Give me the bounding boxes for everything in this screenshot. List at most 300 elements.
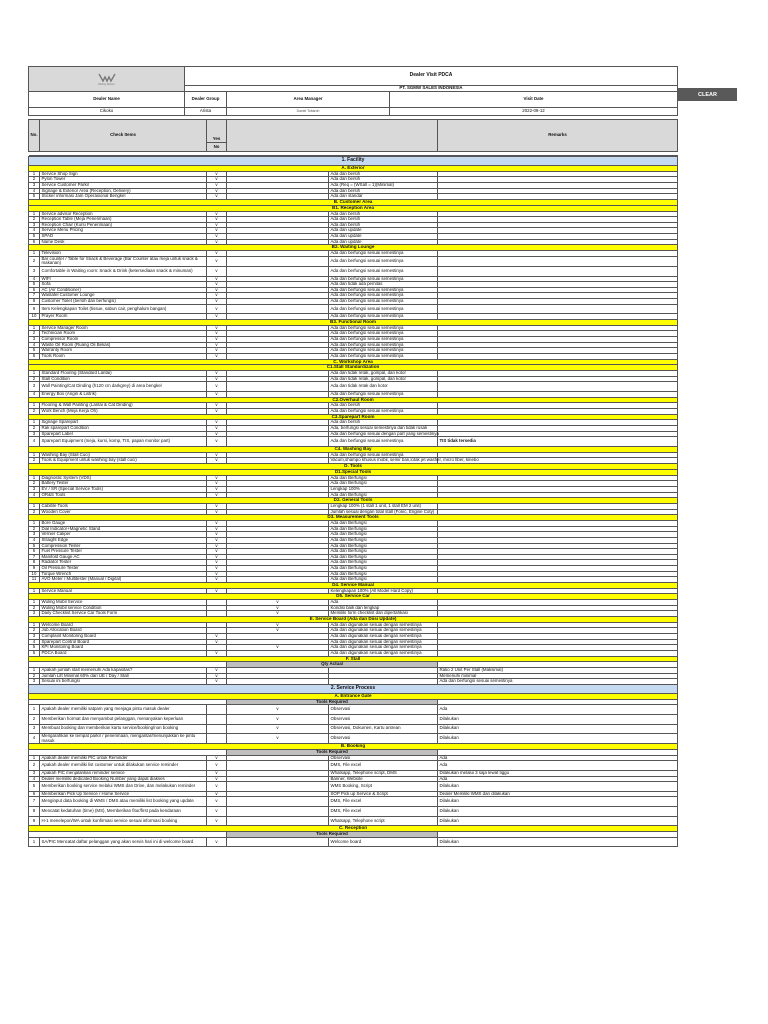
remarks-cell[interactable]: Dilakukan bbox=[438, 797, 678, 807]
yes-check-cell[interactable]: v bbox=[207, 391, 227, 397]
subsection-title: B. Booking bbox=[29, 744, 678, 750]
row-number: 1 bbox=[29, 755, 40, 761]
check-item-label: Service Shop Sign bbox=[40, 171, 207, 177]
observation-note[interactable]: Jumlah sesuai dengan total stall (Fonic, Engine Coty) bbox=[329, 509, 438, 515]
observation-note[interactable]: Ada dan berfungsi sesuai semestinya bbox=[329, 325, 438, 331]
subsection-title: C1.Stall Standardization bbox=[29, 365, 678, 371]
remarks-cell[interactable]: Dealer Memiliki WMS dan dilakukan bbox=[438, 791, 678, 797]
no-check-cell[interactable] bbox=[227, 782, 329, 792]
check-item-label: Sparepart Control Board bbox=[40, 639, 207, 645]
yes-check-cell[interactable]: v bbox=[207, 588, 227, 594]
observation-note[interactable]: Ada dan digunakan sesuai dengan semestinya bbox=[329, 628, 438, 634]
section-title: 1. Facility bbox=[29, 157, 678, 166]
remarks-cell[interactable]: Dilakukan bbox=[438, 714, 678, 724]
check-item-label: Dial Indicator+Magnetic Stand bbox=[40, 526, 207, 532]
no-check-cell[interactable] bbox=[227, 382, 329, 392]
observation-note[interactable]: Ada dan berfungsi sesuai semestinya bbox=[329, 409, 438, 415]
row-number: 1 bbox=[29, 668, 40, 674]
yes-check-cell[interactable]: v bbox=[207, 543, 227, 549]
observation-note[interactable]: Ada dan digunakan sesuai dengan semestinya bbox=[329, 650, 438, 656]
remarks-cell[interactable]: Dilakukan bbox=[438, 724, 678, 734]
row-number: 11 bbox=[29, 577, 40, 583]
observation-note[interactable]: Ada dan berfungsi sesuai semestinya bbox=[329, 391, 438, 397]
yes-check-cell[interactable]: v bbox=[207, 337, 227, 343]
row-number: 1 bbox=[29, 622, 40, 628]
observation-note[interactable]: Ada dan berfungsi sesuai semestinya bbox=[329, 342, 438, 348]
yes-check-cell[interactable]: v bbox=[207, 325, 227, 331]
check-item-label: Oil Pressure Tester bbox=[40, 566, 207, 572]
no-check-cell[interactable] bbox=[227, 304, 329, 314]
yes-check-cell[interactable] bbox=[207, 724, 227, 734]
no-check-cell[interactable] bbox=[227, 807, 329, 817]
yes-check-cell[interactable]: v bbox=[207, 492, 227, 498]
observation-note[interactable]: Ada dan bersih bbox=[329, 403, 438, 409]
remarks-cell[interactable]: Ada bbox=[438, 761, 678, 771]
row-number: 1 bbox=[29, 452, 40, 458]
yes-check-cell[interactable]: v bbox=[207, 382, 227, 392]
yes-check-cell[interactable]: v bbox=[207, 521, 227, 527]
yes-check-cell[interactable]: v bbox=[207, 287, 227, 293]
section-title: 2. Service Process bbox=[29, 684, 678, 693]
observation-note[interactable]: Ada dan berfungsi sesuai semestinya bbox=[329, 276, 438, 282]
yes-check-cell[interactable]: v bbox=[207, 797, 227, 807]
visit-date-value[interactable]: 2022-09-12 bbox=[390, 108, 678, 116]
row-number: 5 bbox=[29, 543, 40, 549]
yes-check-cell[interactable]: v bbox=[207, 239, 227, 245]
yes-check-cell[interactable]: v bbox=[207, 314, 227, 320]
check-item-label: Tools & Equipment untuk washing bay (stall cuci) bbox=[40, 458, 207, 464]
row-number: 3 bbox=[29, 724, 40, 734]
yes-check-cell[interactable]: v bbox=[207, 776, 227, 782]
observation-note[interactable]: Observasi bbox=[329, 705, 438, 715]
no-check-cell[interactable]: v bbox=[227, 611, 329, 617]
row-number: 2 bbox=[29, 526, 40, 532]
observation-note[interactable]: Ada dan Berfungsi bbox=[329, 526, 438, 532]
observation-note[interactable]: Observasi bbox=[329, 714, 438, 724]
tools-required-header: Tools Required bbox=[227, 832, 438, 838]
yes-check-cell[interactable]: v bbox=[207, 251, 227, 257]
no-check-cell[interactable] bbox=[227, 797, 329, 807]
yes-check-cell[interactable]: v bbox=[207, 755, 227, 761]
observation-note[interactable]: Ada dan berfungsi sesuai semestinya bbox=[329, 348, 438, 354]
table-row bbox=[29, 437, 678, 447]
row-number: 6 bbox=[29, 650, 40, 656]
observation-note[interactable]: Ada dan Berfungsi bbox=[329, 532, 438, 538]
remarks-cell[interactable]: Ada bbox=[438, 776, 678, 782]
yes-check-cell[interactable]: v bbox=[207, 426, 227, 432]
yes-check-cell[interactable]: v bbox=[207, 782, 227, 792]
observation-note[interactable]: Ada dan update bbox=[329, 239, 438, 245]
row-number: 6 bbox=[29, 549, 40, 555]
row-number: 8 bbox=[29, 807, 40, 817]
header-table bbox=[28, 66, 678, 156]
yes-check-cell[interactable]: v bbox=[207, 171, 227, 177]
check-item-label: EV / SR (Special Service Tools) bbox=[40, 486, 207, 492]
no-check-cell[interactable]: v bbox=[227, 724, 329, 734]
row-number: 1 bbox=[29, 171, 40, 177]
observation-note[interactable]: Ada dan digunakan sesuai dengan semestinya bbox=[329, 622, 438, 628]
observation-note[interactable]: Kondisi baik dan lengkap bbox=[329, 605, 438, 611]
check-item-label: Diagnostic System (VDS) bbox=[40, 475, 207, 481]
yes-check-cell[interactable]: v bbox=[207, 537, 227, 543]
yes-check-cell[interactable]: v bbox=[207, 403, 227, 409]
no-check-cell[interactable]: v bbox=[227, 734, 329, 744]
observation-note[interactable]: Observasi bbox=[329, 755, 438, 761]
row-number: 2 bbox=[29, 458, 40, 464]
yes-check-cell[interactable]: v bbox=[207, 342, 227, 348]
yes-check-cell[interactable]: v bbox=[207, 452, 227, 458]
row-number: 6 bbox=[29, 239, 40, 245]
observation-note[interactable]: Ada dan bersih bbox=[329, 177, 438, 183]
yes-check-cell[interactable]: v bbox=[207, 194, 227, 200]
no-check-cell[interactable]: v bbox=[227, 628, 329, 634]
table-row bbox=[29, 807, 678, 817]
check-item-label: Service Customer Parkir bbox=[40, 183, 207, 189]
yes-check-cell[interactable]: v bbox=[207, 276, 227, 282]
subsection-title: F. Stall bbox=[29, 656, 678, 662]
yes-check-cell[interactable]: v bbox=[207, 486, 227, 492]
observation-note[interactable]: Ada dan bersih bbox=[329, 211, 438, 217]
dealer-group-value[interactable]: Arista bbox=[185, 108, 227, 116]
observation-note[interactable]: Ada dan tidak retak, gompal, dan kotor bbox=[329, 376, 438, 382]
yes-check-cell[interactable]: v bbox=[207, 431, 227, 437]
tools-required-header: Qty Actual bbox=[227, 662, 438, 668]
no-check-cell[interactable] bbox=[227, 267, 329, 277]
no-check-cell[interactable] bbox=[227, 256, 329, 266]
observation-note[interactable]: Whatsapp, Telephone script bbox=[329, 816, 438, 826]
yes-check-cell[interactable]: v bbox=[207, 256, 227, 266]
remarks-cell[interactable]: Dilakukan melalui 3 saja lewat tiggu bbox=[438, 771, 678, 777]
observation-note[interactable]: Ada dan bersih bbox=[329, 188, 438, 194]
observation-note[interactable]: Ada dan berfungsi sesuai semestinya bbox=[329, 353, 438, 359]
row-number: 1 bbox=[29, 600, 40, 606]
observation-note[interactable]: DMS, File excel bbox=[329, 807, 438, 817]
remarks-cell[interactable]: Ada bbox=[438, 705, 678, 715]
observation-note[interactable]: Lengkap 100% (1 stall 1 unit, 1 stall EM 2 unit) bbox=[329, 503, 438, 509]
row-number: 2 bbox=[29, 481, 40, 487]
check-item-label: Sticker informasi Jam Operasional Bengkel bbox=[40, 194, 207, 200]
remarks-cell[interactable] bbox=[438, 304, 678, 314]
clear-button[interactable]: CLEAR bbox=[678, 88, 737, 101]
check-item-label: Torque Wrench bbox=[40, 571, 207, 577]
row-number: 1 bbox=[29, 403, 40, 409]
observation-note[interactable]: Ada dan berfungsi sesuai semestinya bbox=[329, 256, 438, 266]
observation-note[interactable]: Ada (Req = (WSall = 1)(Minimal) bbox=[329, 183, 438, 189]
row-number: 1 bbox=[29, 325, 40, 331]
observation-note[interactable]: Banner, Website bbox=[329, 776, 438, 782]
checklist-table bbox=[28, 156, 678, 847]
row-number: 2 bbox=[29, 761, 40, 771]
check-item-label: Fuel Pressure Tester bbox=[40, 549, 207, 555]
row-number: 7 bbox=[29, 797, 40, 807]
yes-check-cell[interactable] bbox=[207, 705, 227, 715]
observation-note[interactable]: Ada dan bersih bbox=[329, 171, 438, 177]
row-number: 1 bbox=[29, 503, 40, 509]
check-item-label: Technician Room bbox=[40, 331, 207, 337]
check-item-label: Jumlah Lift Minimal 60% dari UE / Day / Stall bbox=[40, 673, 207, 679]
observation-note[interactable]: Ada dan tidak retak dan kotor bbox=[329, 382, 438, 392]
col-yes: Yes bbox=[207, 120, 227, 143]
no-check-cell[interactable]: v bbox=[227, 600, 329, 606]
observation-note[interactable]: Ada dan tidak ada pemitas bbox=[329, 282, 438, 288]
yes-check-cell[interactable]: v bbox=[207, 304, 227, 314]
remarks-cell[interactable]: Dilakukan bbox=[438, 816, 678, 826]
yes-check-cell[interactable]: v bbox=[207, 475, 227, 481]
observation-note[interactable]: Ada dan Berfungsi bbox=[329, 543, 438, 549]
check-item-label: AC (Air Conditioner) bbox=[40, 287, 207, 293]
observation-note[interactable]: Ada dan Berfungsi bbox=[329, 549, 438, 555]
check-item-label: Service advisor Reception bbox=[40, 211, 207, 217]
yes-check-cell[interactable]: v bbox=[207, 571, 227, 577]
no-check-cell[interactable]: v bbox=[227, 705, 329, 715]
observation-note[interactable]: SOP Pick up Service & Script bbox=[329, 791, 438, 797]
row-number: 4 bbox=[29, 437, 40, 447]
table-row bbox=[29, 837, 678, 847]
check-item-label: Work Bench (Meja Kerja Oh) bbox=[40, 409, 207, 415]
col-dealer-name: Dealer Name bbox=[29, 92, 185, 108]
area-manager-value[interactable]: Daniel Tobaroh bbox=[227, 108, 390, 116]
check-item-label: AVO Meter / Multitester (Manual / Digital) bbox=[40, 577, 207, 583]
check-item-label: Prayer Room bbox=[40, 314, 207, 320]
yes-check-cell[interactable]: v bbox=[207, 293, 227, 299]
check-item-label: Compressor Room bbox=[40, 337, 207, 343]
no-check-cell[interactable]: v bbox=[227, 714, 329, 724]
yes-check-cell[interactable]: v bbox=[207, 807, 227, 817]
observation-note[interactable]: Ada bbox=[329, 600, 438, 606]
yes-check-cell[interactable]: v bbox=[207, 549, 227, 555]
no-check-cell[interactable] bbox=[227, 816, 329, 826]
yes-check-cell[interactable]: v bbox=[207, 816, 227, 826]
table-row bbox=[29, 267, 678, 277]
observation-note[interactable]: Ada dan berfungsi sesuai semestinya bbox=[329, 337, 438, 343]
yes-check-cell[interactable]: v bbox=[207, 554, 227, 560]
observation-note[interactable]: Ada dan berfungsi sesuai semestinya bbox=[329, 452, 438, 458]
yes-check-cell[interactable]: v bbox=[207, 560, 227, 566]
table-row bbox=[29, 705, 678, 715]
check-item-label: Pylon Tower bbox=[40, 177, 207, 183]
check-item-label: Sparepart Label bbox=[40, 431, 207, 437]
observation-note[interactable]: Ada dan Berfungsi bbox=[329, 521, 438, 527]
row-number: 4 bbox=[29, 734, 40, 744]
observation-note[interactable]: Lengkap 100% bbox=[329, 486, 438, 492]
observation-note[interactable]: Ada, berfungsi sesuai semestinya dan tidak rusak bbox=[329, 426, 438, 432]
remarks-cell[interactable]: Dilakukan bbox=[438, 807, 678, 817]
row-number: 3 bbox=[29, 183, 40, 189]
observation-note[interactable]: Ada dan update bbox=[329, 234, 438, 240]
observation-note[interactable]: Ada dan bersih bbox=[329, 217, 438, 223]
check-item-label: Apakah jumlah stall memenuhi Ada kapasitas? bbox=[40, 668, 207, 674]
yes-check-cell[interactable]: v bbox=[207, 771, 227, 777]
observation-note[interactable]: Ada dan digunakan sesuai dengan semestinya bbox=[329, 639, 438, 645]
yes-check-cell[interactable]: v bbox=[207, 791, 227, 797]
subsection-title: D5. Service Car bbox=[29, 594, 678, 600]
yes-check-cell[interactable]: v bbox=[207, 353, 227, 359]
observation-note[interactable]: Ada dan digunakan sesuai dengan semestinya bbox=[329, 634, 438, 640]
observation-note[interactable]: Ada dan Berfungsi bbox=[329, 492, 438, 498]
yes-check-cell[interactable]: v bbox=[207, 673, 227, 679]
observation-note[interactable]: Ada dan berfungsi sesuai semestinya bbox=[329, 293, 438, 299]
observation-note[interactable]: WMS Booking, Script bbox=[329, 782, 438, 792]
yes-check-cell[interactable]: v bbox=[207, 267, 227, 277]
no-check-cell[interactable]: v bbox=[227, 622, 329, 628]
observation-note[interactable]: Ada dan berfungsi sesuai semestinya bbox=[329, 299, 438, 305]
observation-note[interactable]: Ada dan berfungsi sesuai semestinya bbox=[329, 314, 438, 320]
remarks-cell[interactable]: Dilakukan bbox=[438, 782, 678, 792]
no-check-cell[interactable] bbox=[227, 837, 329, 847]
observation-note[interactable]: Ada dan Berfungsi bbox=[329, 577, 438, 583]
observation-note[interactable]: Memiliki form checklist dan dipertahkasi bbox=[329, 611, 438, 617]
row-number: 10 bbox=[29, 314, 40, 320]
yes-check-cell[interactable]: v bbox=[207, 566, 227, 572]
yes-check-cell[interactable]: v bbox=[207, 409, 227, 415]
observation-note[interactable]: DMS, File excel bbox=[329, 761, 438, 771]
check-item-label: Straight Edge bbox=[40, 537, 207, 543]
row-number: 3 bbox=[29, 267, 40, 277]
yes-check-cell[interactable]: v bbox=[207, 526, 227, 532]
observation-note[interactable]: Ada dan Berfungsi bbox=[329, 537, 438, 543]
observation-note[interactable]: Ada dan berfungsi sesuai semestinya bbox=[329, 251, 438, 257]
check-item-label: Manifold Gauge AC bbox=[40, 554, 207, 560]
yes-check-cell[interactable]: v bbox=[207, 481, 227, 487]
yes-check-cell[interactable]: v bbox=[207, 348, 227, 354]
check-item-label: PDCA Board bbox=[40, 650, 207, 656]
yes-check-cell[interactable]: v bbox=[207, 420, 227, 426]
check-item-label: Sofa bbox=[40, 282, 207, 288]
observation-note[interactable]: Vacum,shampo khusus mobil, semir ban,lotak jet washer, micro fiber, kinebo bbox=[330, 457, 479, 463]
yes-check-cell[interactable]: v bbox=[207, 217, 227, 223]
row-number: 7 bbox=[29, 554, 40, 560]
remarks-cell[interactable]: Dilakukan bbox=[438, 734, 678, 744]
col-area-manager: Area Manager bbox=[227, 92, 390, 108]
yes-check-cell[interactable]: v bbox=[207, 177, 227, 183]
observation-note[interactable]: Ada dan bersih bbox=[329, 420, 438, 426]
no-check-cell[interactable] bbox=[227, 437, 329, 447]
table-row bbox=[29, 797, 678, 807]
yes-check-cell[interactable]: v bbox=[207, 299, 227, 305]
row-number: 3 bbox=[29, 532, 40, 538]
remarks-cell[interactable]: Ratio 2 Unit Per Stall (Maksimal) bbox=[438, 668, 678, 674]
observation-note[interactable]: Kelengkapan 100% (All Model Hard Copy) bbox=[329, 588, 438, 594]
check-item-label: Apakah dealer memiliki satpam yang menjaga pintu masuk dealer bbox=[40, 705, 207, 715]
row-number: 2 bbox=[29, 256, 40, 266]
yes-check-cell[interactable]: v bbox=[207, 222, 227, 228]
yes-check-cell[interactable]: v bbox=[207, 577, 227, 583]
row-number: 4 bbox=[29, 188, 40, 194]
yes-check-cell[interactable] bbox=[207, 714, 227, 724]
yes-check-cell[interactable]: v bbox=[207, 634, 227, 640]
yes-check-cell[interactable]: v bbox=[207, 679, 227, 685]
observation-note[interactable]: Ada dan berfungsi sesuai dengan part yang semestinya bbox=[330, 430, 439, 436]
remarks-cell[interactable]: Ada dan berfungsi sesuai semestinya bbox=[438, 679, 678, 685]
observation-note[interactable]: Ada dan bersih bbox=[329, 222, 438, 228]
tools-required-header: Tools Required bbox=[227, 750, 438, 756]
observation-note[interactable]: Ada dan digunakan sesuai dengan semestinya bbox=[329, 645, 438, 651]
observation-note[interactable]: Ada dan Berfungsi bbox=[329, 560, 438, 566]
yes-check-cell[interactable]: v bbox=[207, 188, 227, 194]
observation-note[interactable]: Ada dan Berfungsi bbox=[329, 566, 438, 572]
no-check-cell[interactable]: v bbox=[227, 645, 329, 651]
check-item-label: Sesuai ini berfungsi bbox=[40, 679, 207, 685]
observation-note[interactable]: Observasi, Dokumen, Kartu antrean bbox=[329, 724, 438, 734]
no-check-cell[interactable]: v bbox=[227, 605, 329, 611]
observation-note[interactable]: Ada dan berfungsi sesuai semestinya bbox=[329, 287, 438, 293]
yes-check-cell[interactable]: v bbox=[207, 183, 227, 189]
yes-check-cell[interactable]: v bbox=[207, 761, 227, 771]
row-number: 3 bbox=[29, 431, 40, 437]
observation-note[interactable]: Ada dan berfungsi sesuai semestinya bbox=[329, 267, 438, 277]
remarks-cell[interactable] bbox=[438, 256, 678, 266]
observation-note[interactable]: DMS, File excel bbox=[329, 797, 438, 807]
subsection-title: C2.Overhaul Room bbox=[29, 397, 678, 403]
observation-note[interactable]: Ada dan standar bbox=[329, 194, 438, 200]
remarks-cell[interactable]: TIS tidak tersedia bbox=[438, 437, 678, 447]
remarks-cell[interactable]: Memenuhi minimal bbox=[438, 673, 678, 679]
table-row bbox=[29, 782, 678, 792]
yes-check-cell[interactable]: v bbox=[207, 532, 227, 538]
check-item-label: Daily Checklist Service Car Tools Form bbox=[40, 611, 207, 617]
yes-check-cell[interactable]: v bbox=[207, 234, 227, 240]
table-row bbox=[29, 734, 678, 744]
observation-note[interactable]: Ada dan update bbox=[329, 228, 438, 234]
observation-note[interactable]: Ada dan berfungsi sesuai semestinya bbox=[329, 304, 438, 314]
yes-check-cell[interactable]: v bbox=[207, 639, 227, 645]
row-number: 5 bbox=[29, 194, 40, 200]
yes-check-cell[interactable]: v bbox=[207, 837, 227, 847]
yes-check-cell[interactable]: v bbox=[207, 668, 227, 674]
yes-check-cell[interactable]: v bbox=[207, 509, 227, 515]
observation-note[interactable]: Ada dan tidak retak, gompal, dan kotor bbox=[329, 371, 438, 377]
observation-note[interactable]: Ada dan Berfungsi bbox=[329, 571, 438, 577]
check-item-label: Vernier Caliper bbox=[40, 532, 207, 538]
check-item-label: Wuling Mobil Service bbox=[40, 600, 207, 606]
remarks-cell[interactable]: Ada bbox=[438, 755, 678, 761]
row-number: 9 bbox=[29, 816, 40, 826]
yes-check-cell[interactable]: v bbox=[207, 503, 227, 509]
observation-note[interactable]: Whatsapp, Telephone script, DMS bbox=[329, 771, 438, 777]
yes-check-cell[interactable]: v bbox=[207, 211, 227, 217]
observation-note[interactable]: Observasi bbox=[329, 734, 438, 744]
yes-check-cell[interactable]: v bbox=[207, 228, 227, 234]
observation-note[interactable]: Ada dan Berfungsi bbox=[329, 475, 438, 481]
yes-check-cell[interactable]: v bbox=[207, 331, 227, 337]
observation-note[interactable]: Ada dan Berfungsi bbox=[329, 481, 438, 487]
observation-note[interactable]: Ada dan Berfungsi bbox=[329, 554, 438, 560]
yes-check-cell[interactable]: v bbox=[207, 437, 227, 447]
observation-note[interactable]: Ada dan berfungsi sesuai semestinya bbox=[329, 331, 438, 337]
remarks-cell[interactable]: Dilakukan bbox=[438, 837, 678, 847]
remarks-cell[interactable] bbox=[438, 382, 678, 392]
observation-note[interactable]: Ada dan berfungsi sesuai semestinya bbox=[329, 437, 438, 447]
yes-check-cell[interactable]: v bbox=[207, 371, 227, 377]
check-item-label: Reception Chair (Kursi Penerimaan) bbox=[40, 222, 207, 228]
check-item-label: Comfortable in Waiting room: Snack & Drink (ketersediaan snack & minuman) bbox=[40, 267, 207, 277]
yes-check-cell[interactable] bbox=[207, 734, 227, 744]
remarks-cell[interactable] bbox=[438, 267, 678, 277]
yes-check-cell[interactable]: v bbox=[207, 650, 227, 656]
no-check-cell[interactable] bbox=[227, 761, 329, 771]
row-number: 3 bbox=[29, 486, 40, 492]
subsection-title: B2. Waiting Lounge bbox=[29, 245, 678, 251]
row-number: 1 bbox=[29, 705, 40, 715]
yes-check-cell[interactable]: v bbox=[207, 282, 227, 288]
dealer-name-value[interactable]: Cikoko bbox=[29, 108, 185, 116]
yes-check-cell[interactable]: v bbox=[207, 458, 227, 464]
check-item-label: Bore Gauge bbox=[40, 521, 207, 527]
yes-check-cell[interactable]: v bbox=[207, 376, 227, 382]
check-item-label: Mengarahkan ke tempat parkir / penerimaan, mengantar/menunjukkan ke pintu masuk bbox=[40, 734, 207, 744]
observation-note[interactable]: Welcome board bbox=[329, 837, 438, 847]
check-item-label: Dealer memiliki dedicated Booking Number yang dapat diakses bbox=[40, 776, 207, 782]
